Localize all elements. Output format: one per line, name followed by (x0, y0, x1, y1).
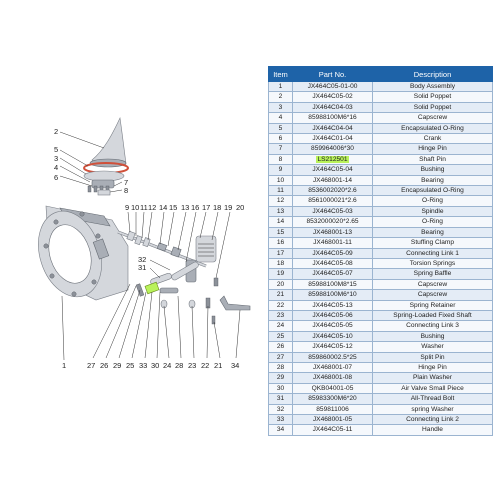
cell-description: O-Ring (373, 196, 493, 206)
cell-item: 14 (269, 217, 293, 227)
cell-item: 29 (269, 373, 293, 383)
cell-item: 16 (269, 238, 293, 248)
callout-16: 16 (191, 203, 200, 212)
cell-description: Hinge Pin (373, 144, 493, 154)
cell-description: Connecting Link 1 (373, 248, 493, 258)
cell-description: Spring Baffle (373, 269, 493, 279)
cell-part-no: JX464C05-07 (293, 269, 373, 279)
table-row (269, 269, 493, 279)
cell-part-no: JX468001-05 (293, 415, 373, 425)
table-row (269, 321, 493, 331)
cell-description: Torsion Springs (373, 258, 493, 268)
cell-part-no: JX464C05-02 (293, 92, 373, 102)
cell-item: 26 (269, 342, 293, 352)
cell-item: 22 (269, 300, 293, 310)
cell-part-no: JX464C05-12 (293, 342, 373, 352)
cell-item: 12 (269, 196, 293, 206)
table-row (269, 342, 493, 352)
table-row (269, 227, 493, 237)
handle-part (220, 296, 250, 310)
table-row (269, 113, 493, 123)
cell-part-no: 85988100M6*16 (293, 113, 373, 123)
cell-description: Capscrew (373, 113, 493, 123)
callout-30: 30 (151, 361, 160, 370)
callout-9: 9 (125, 203, 130, 212)
table-row (269, 352, 493, 362)
callout-12: 12 (148, 203, 157, 212)
solid-poppet-part (90, 118, 126, 167)
cell-item: 23 (269, 310, 293, 320)
table-row (269, 196, 493, 206)
cell-part-no: JX464C01-04 (293, 134, 373, 144)
table-row (269, 123, 493, 133)
cell-part-no: 859860002.5*25 (293, 352, 373, 362)
table-row (269, 279, 493, 289)
cell-description: Solid Poppet (373, 92, 493, 102)
cell-description: Encapsulated O-Ring (373, 186, 493, 196)
table-row (269, 310, 493, 320)
cell-description: O-Ring (373, 217, 493, 227)
table-row (269, 415, 493, 425)
cell-description: Washer (373, 342, 493, 352)
table-row (269, 206, 493, 216)
cell-part-no: JX464C04-04 (293, 123, 373, 133)
cell-item: 4 (269, 113, 293, 123)
table-row (269, 186, 493, 196)
cell-description: Handle (373, 425, 493, 435)
cell-item: 8 (269, 154, 293, 164)
cell-part-no (293, 154, 373, 164)
table-row (269, 383, 493, 393)
cell-item: 19 (269, 269, 293, 279)
cell-part-no: JX468001-14 (293, 175, 373, 185)
cell-item: 17 (269, 248, 293, 258)
table-row (269, 300, 493, 310)
callout-28: 28 (175, 361, 184, 370)
cell-item: 28 (269, 362, 293, 372)
cell-item: 13 (269, 206, 293, 216)
cell-part-no: JX468001-07 (293, 362, 373, 372)
callout-19: 19 (224, 203, 233, 212)
cell-part-no: JX464C05-06 (293, 310, 373, 320)
cell-item: 15 (269, 227, 293, 237)
callout-29: 29 (113, 361, 122, 370)
cell-description: Shaft Pin (373, 154, 493, 164)
callout-18: 18 (213, 203, 222, 212)
callout-4: 4 (54, 163, 59, 172)
table-row (269, 362, 493, 372)
cell-item: 34 (269, 425, 293, 435)
cell-description: Capscrew (373, 279, 493, 289)
cell-item: 27 (269, 352, 293, 362)
column-header-item: Item (269, 67, 293, 82)
table-row (269, 331, 493, 341)
table-row (269, 425, 493, 435)
table-row (269, 175, 493, 185)
callout-7: 7 (124, 178, 129, 187)
cell-part-no: JX464C05-01-00 (293, 82, 373, 92)
cell-description: All-Thread Bolt (373, 394, 493, 404)
parts-list-table (268, 66, 493, 436)
table-row (269, 258, 493, 268)
table-row (269, 217, 493, 227)
cell-part-no: JX464C05-13 (293, 300, 373, 310)
table-row (269, 404, 493, 414)
callout-1: 1 (62, 361, 67, 370)
cell-part-no: 859964006*30 (293, 144, 373, 154)
cell-item: 6 (269, 134, 293, 144)
cell-item: 32 (269, 404, 293, 414)
cell-description: Encapsulated O-Ring (373, 123, 493, 133)
callout-27: 27 (87, 361, 96, 370)
cell-description: Hinge Pin (373, 362, 493, 372)
cell-part-no: 8561000021*2.6 (293, 196, 373, 206)
cell-item: 9 (269, 165, 293, 175)
cell-item: 1 (269, 82, 293, 92)
poppet-disc-part (84, 171, 124, 181)
callout-3: 3 (54, 154, 59, 163)
cell-description: Stuffing Clamp (373, 238, 493, 248)
callout-11: 11 (140, 203, 148, 212)
cell-description: Crank (373, 134, 493, 144)
cell-part-no: JX468001-08 (293, 373, 373, 383)
cell-part-no: JX464C05-04 (293, 165, 373, 175)
cell-part-no: 8536002020*2.6 (293, 186, 373, 196)
cell-item: 10 (269, 175, 293, 185)
callout-14: 14 (159, 203, 168, 212)
callout-34: 34 (231, 361, 240, 370)
cell-part-no: 859811006 (293, 404, 373, 414)
cell-item: 3 (269, 102, 293, 112)
cell-part-no: JX464C05-11 (293, 425, 373, 435)
table-row (269, 102, 493, 112)
table-header-row (269, 67, 493, 82)
callout-15: 15 (169, 203, 178, 212)
cell-description: Spindle (373, 206, 493, 216)
callout-25: 25 (126, 361, 135, 370)
cell-description: Bearing (373, 227, 493, 237)
callout-23: 23 (188, 361, 197, 370)
column-header-description: Description (373, 67, 493, 82)
highlighted-part-no: LS212501 (317, 155, 348, 163)
callout-6: 6 (54, 173, 59, 182)
crank-part (88, 180, 114, 195)
cell-item: 33 (269, 415, 293, 425)
valve-body-part (28, 203, 128, 305)
cell-description: Air Valve Small Piece (373, 383, 493, 393)
cell-description: Bearing (373, 175, 493, 185)
table-row (269, 144, 493, 154)
callout-33: 33 (139, 361, 148, 370)
cell-description: Connecting Link 2 (373, 415, 493, 425)
table-row (269, 373, 493, 383)
cell-part-no: 8532000020*2.65 (293, 217, 373, 227)
callout-31: 31 (138, 263, 147, 272)
callout-20: 20 (236, 203, 245, 212)
cell-item: 20 (269, 279, 293, 289)
cell-item: 18 (269, 258, 293, 268)
table-row (269, 394, 493, 404)
cell-part-no: 85988100M6*10 (293, 290, 373, 300)
callout-8: 8 (124, 186, 129, 195)
cell-item: 5 (269, 123, 293, 133)
cell-part-no: JX464C04-03 (293, 102, 373, 112)
callout-32: 32 (138, 255, 147, 264)
cell-part-no: JX464C05-10 (293, 331, 373, 341)
table-row (269, 290, 493, 300)
parts-table-body (269, 82, 493, 436)
callout-10: 10 (131, 203, 140, 212)
cell-item: 21 (269, 290, 293, 300)
cell-description: Bushing (373, 331, 493, 341)
cell-item: 24 (269, 321, 293, 331)
cell-part-no: 85988100M8*15 (293, 279, 373, 289)
table-row (269, 238, 493, 248)
column-header-part-no: Part No. (293, 67, 373, 82)
cell-part-no: JX468001-11 (293, 238, 373, 248)
callout-22: 22 (201, 361, 210, 370)
cell-description: Body Assembly (373, 82, 493, 92)
cell-description: Solid Poppet (373, 102, 493, 112)
cell-item: 2 (269, 92, 293, 102)
cell-part-no: QKB04001-05 (293, 383, 373, 393)
cell-description: Plain Washer (373, 373, 493, 383)
cell-description: Bushing (373, 165, 493, 175)
callout-13: 13 (181, 203, 190, 212)
cell-description: Capscrew (373, 290, 493, 300)
cell-item: 31 (269, 394, 293, 404)
table-row (269, 248, 493, 258)
torsion-spring-part (186, 236, 218, 286)
cell-description: Split Pin (373, 352, 493, 362)
table-row (269, 82, 493, 92)
cell-description: spring Washer (373, 404, 493, 414)
cell-description: Spring-Loaded Fixed Shaft (373, 310, 493, 320)
callout-17: 17 (202, 203, 211, 212)
table-row (269, 92, 493, 102)
callout-24: 24 (163, 361, 172, 370)
table-row (269, 134, 493, 144)
table-row (269, 154, 493, 164)
cell-part-no: 85983300M6*20 (293, 394, 373, 404)
cell-description: Spring Retainer (373, 300, 493, 310)
table-row (269, 165, 493, 175)
callout-21: 21 (214, 361, 223, 370)
cell-part-no: JX464C05-08 (293, 258, 373, 268)
cell-part-no: JX464C05-05 (293, 321, 373, 331)
cell-part-no: JX468001-13 (293, 227, 373, 237)
callout-5: 5 (54, 145, 59, 154)
cell-item: 25 (269, 331, 293, 341)
callout-2: 2 (54, 127, 59, 136)
cell-item: 11 (269, 186, 293, 196)
cell-part-no: JX464C05-03 (293, 206, 373, 216)
cell-description: Connecting Link 3 (373, 321, 493, 331)
callout-26: 26 (100, 361, 109, 370)
cell-item: 7 (269, 144, 293, 154)
cell-part-no: JX464C05-09 (293, 248, 373, 258)
cell-item: 30 (269, 383, 293, 393)
